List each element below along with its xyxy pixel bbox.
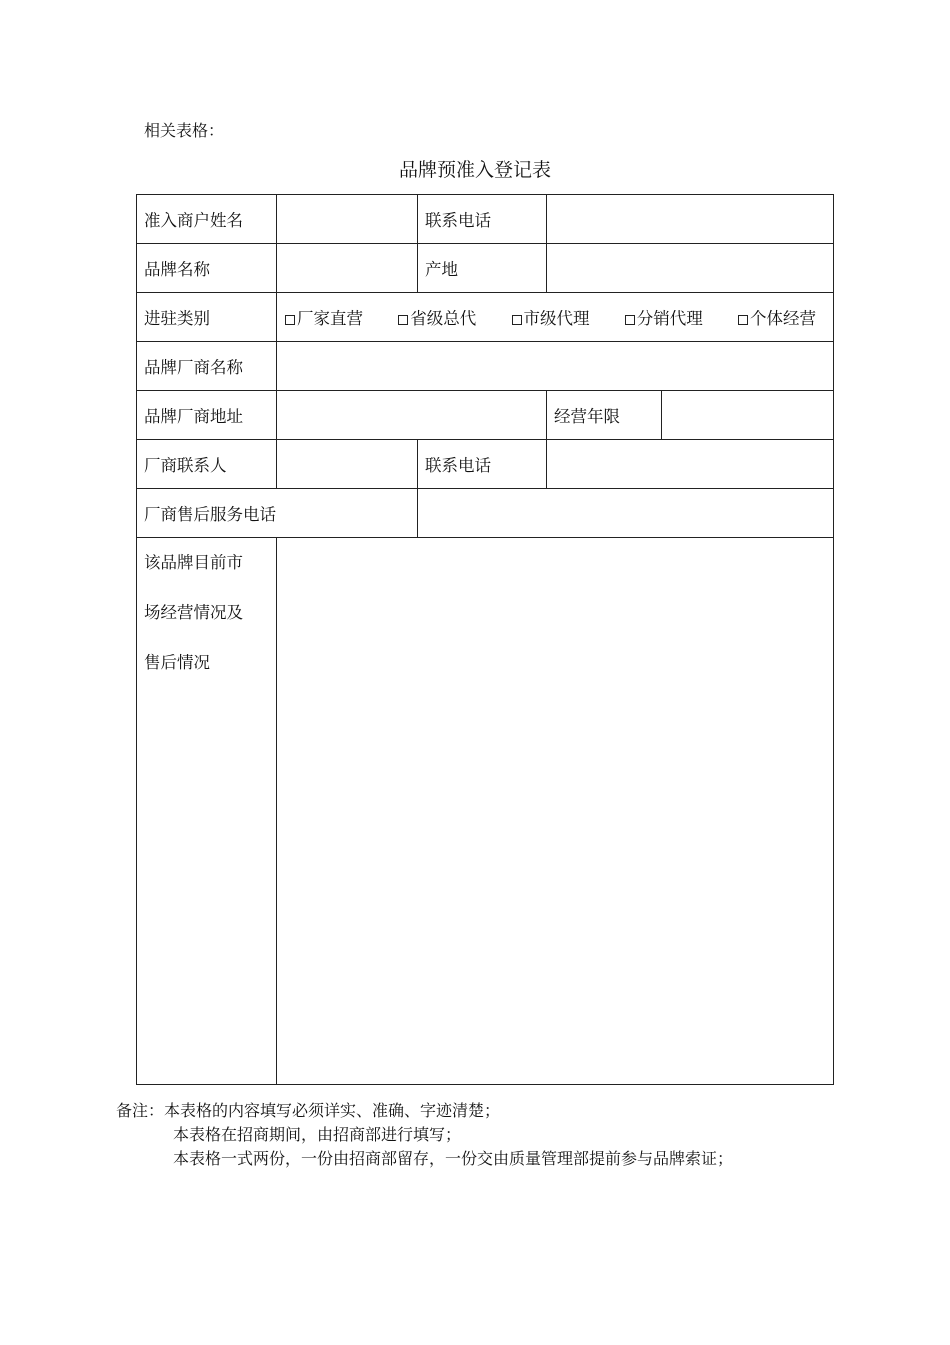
label-origin: 产地 (418, 244, 547, 293)
field-aftersales-phone[interactable] (418, 489, 834, 538)
label-contact-phone-2: 联系电话 (418, 440, 547, 489)
note-line: 备注：本表格的内容填写必须详实、准确、字迹清楚； (116, 1101, 501, 1120)
field-brand-name[interactable] (277, 244, 418, 293)
registration-form-table (136, 194, 834, 1085)
notes (116, 1099, 733, 1171)
form-row-brand (137, 244, 834, 293)
label-merchant-name: 准入商户姓名 (137, 195, 277, 244)
checkbox[interactable] (738, 315, 748, 325)
field-manufacturer-name[interactable] (277, 342, 834, 391)
option-provincial-agent[interactable]: 省级总代 (398, 305, 476, 329)
note-line: 本表格在招商期间，由招商部进行填写； (173, 1125, 462, 1144)
checkbox[interactable] (285, 315, 295, 325)
form-row-category (137, 293, 834, 342)
label-market-status: 该品牌目前市 场经营情况及 售后情况 (137, 538, 277, 1085)
field-manufacturer-contact[interactable] (277, 440, 418, 489)
form-row-address (137, 391, 834, 440)
label-manufacturer-contact: 厂商联系人 (137, 440, 277, 489)
option-factory-direct[interactable]: 厂家直营 (285, 305, 363, 329)
label-years-in-business: 经营年限 (547, 391, 662, 440)
option-distribution-agent[interactable]: 分销代理 (625, 305, 703, 329)
notes-prefix: 备注： (116, 1101, 165, 1120)
checkbox[interactable] (625, 315, 635, 325)
option-city-agent[interactable]: 市级代理 (512, 305, 590, 329)
form-row-aftersales (137, 489, 834, 538)
label-manufacturer-address: 品牌厂商地址 (137, 391, 277, 440)
field-years-in-business[interactable] (662, 391, 834, 440)
form-row-manufacturer-contact (137, 440, 834, 489)
section-label: 相关表格： (144, 121, 225, 140)
field-origin[interactable] (547, 244, 834, 293)
form-row-manufacturer (137, 342, 834, 391)
label-contact-phone: 联系电话 (418, 195, 547, 244)
form-row-market-status (137, 538, 834, 1085)
field-contact-phone-2[interactable] (547, 440, 834, 489)
label-entry-category: 进驻类别 (137, 293, 277, 342)
label-brand-name: 品牌名称 (137, 244, 277, 293)
form-row-merchant (137, 195, 834, 244)
field-manufacturer-address[interactable] (277, 391, 547, 440)
form-title: 品牌预准入登记表 (398, 159, 551, 181)
label-manufacturer-name: 品牌厂商名称 (137, 342, 277, 391)
field-market-status[interactable] (277, 538, 834, 1085)
checkbox[interactable] (398, 315, 408, 325)
field-contact-phone[interactable] (547, 195, 834, 244)
checkbox[interactable] (512, 315, 522, 325)
option-individual[interactable]: 个体经营 (738, 305, 816, 329)
field-merchant-name[interactable] (277, 195, 418, 244)
category-options (277, 293, 834, 342)
label-aftersales-phone: 厂商售后服务电话 (137, 489, 418, 538)
note-line: 本表格一式两份，一份由招商部留存，一份交由质量管理部提前参与品牌索证； (173, 1149, 734, 1168)
